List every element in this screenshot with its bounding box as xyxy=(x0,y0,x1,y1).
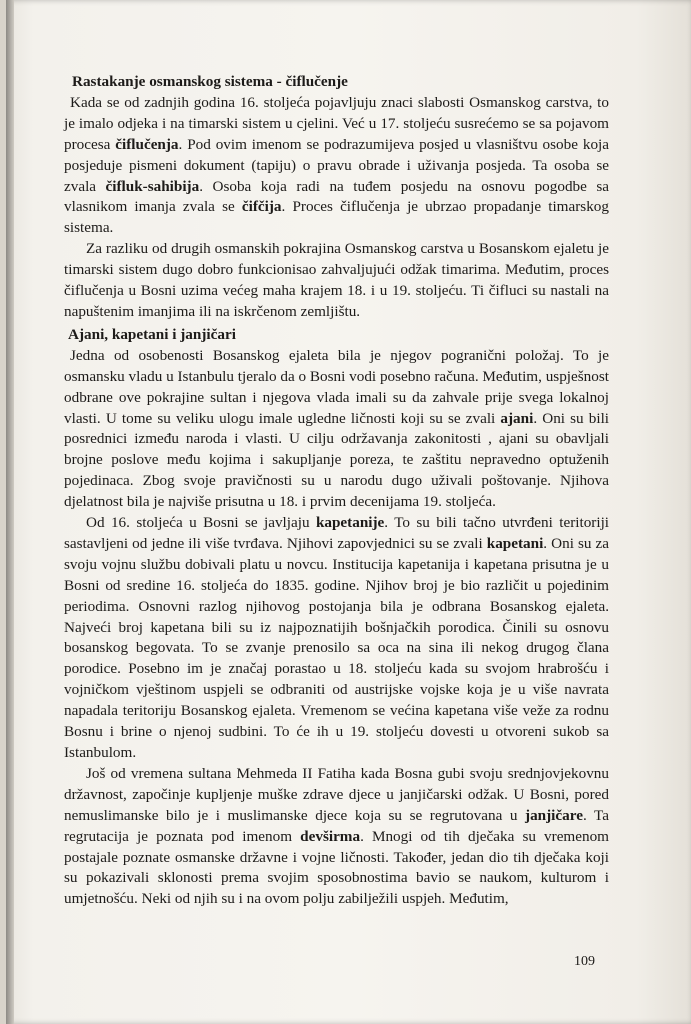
bold-term: kapetani xyxy=(486,534,544,552)
paragraph-5 xyxy=(64,764,609,910)
text-run: . Proces čiflučenja je ubrzao propadanje timarskog sistema. xyxy=(64,198,609,237)
text-run: Kada se od zadnjih godina 16. stoljeća pojavljuju znaci slabosti Osmanskog carstva, to je imalo odjeka i na timarski sistem u cjelini. Već u 17. stoljeću susrećemo se sa pojavom procesa xyxy=(64,93,609,153)
text-run: Od 16. stoljeća u Bosni se javljaju xyxy=(86,514,316,532)
text-run: . To su bili tačno utvrđeni teritoriji sastavljeni od jedne ili više tvrđava. Njihovi zapovjednici su se zvali xyxy=(64,514,610,552)
bold-term: kapetanije xyxy=(315,514,385,532)
text-run: Jedna od osobenosti Bosanskog ejaleta bila je njegov pogranični položaj. To je osmansku vladu u Istanbulu tjeralo da o Bosni vodi posebno računa. Međutim, uspješnost odbrane ove pokrajine sultan i njegova vlada imali su da zahvale prije svega lokalnoj vlasti. U tome su veliku ulogu imale ugledne ličnosti koji su se zvali xyxy=(64,346,609,427)
bold-term: devširma xyxy=(300,827,361,845)
paragraph-4 xyxy=(64,513,609,764)
text-run: . Mnogi od tih dječaka su vremenom postajale poznate osmanske državne i vojne ličnosti. Također, jedan dio tih dječaka koji su pokazivali sklonosti prema svojim sposobnostima bavio se naukom, kulturom i umjetnošću. Neki od njih su i na ovom polju zabilježili uspjeh. Međutim, xyxy=(64,827,609,908)
page-content xyxy=(64,72,609,910)
paragraph-3 xyxy=(64,346,609,513)
section-heading-ciflucenje: Rastakanje osmanskog sistema - čiflučenje xyxy=(72,73,348,90)
text-run: . Oni su bili posrednici između naroda i vlasti. U cilju održavanja zakonitosti , ajani su obavljali brojne poslove među kojima i sakupljanje poreza, te zaštitu nepravedno optuženih pojedinaca. Zbog svoje pravičnosti su u narodu dugo uživali poštovanje. Njihova djelatnost bila je najviše prisutna u 18. i prvim decenijama 19. stoljeća. xyxy=(64,409,610,511)
bold-term: čifluk-sahibija xyxy=(105,177,200,195)
text-run: . Oni su za svoju vojnu službu dobivali platu u novcu. Institucija kapetanija i kapetana prisutna je u Bosni od sredine 16. stoljeća do 1835. godine. Njihov broj je bio različit u pojedinim periodima. Osnovni razlog njihovog postojanja bila je odbrana Bosanskog ejaleta. Najveći broj kapetana bili su iz najpoznatijih bošnjačkih porodica. Činili su osnovu bosanskog begovata. To se zvanje prenosilo sa oca na sina ili nekog drugog člana porodice. Posebno im je značaj porastao u 18. stoljeću kada su svojom hrabrošću i vojničkom vještinom uspjeli se odbraniti od austrijske vojske koja je u više navrata napadala teritoriju Bosanskog ejaleta. Vremenom se većina kapetana više veže za rodnu Bosnu i brine o njenoj sudbini. To će ih u 19. stoljeću dovesti u otvoreni sukob sa Istanbulom. xyxy=(64,534,609,761)
text-run: Još od vremena sultana Mehmeda II Fatiha kada Bosna gubi svoju srednjovjekovnu državnost, započinje kupljenje muške zdrave djece u janjičarski odžak. U Bosni, pored nemuslimanske bilo je i muslimanske djece koja su se regrutovana u xyxy=(64,764,609,824)
bold-term: čiflučenja xyxy=(115,135,179,153)
bold-term: janjičare xyxy=(525,806,583,824)
paragraph-1 xyxy=(64,93,609,239)
text-run: . Osoba koja radi na tuđem posjedu na osnovu pogodbe sa vlasnikom imanja zvala se xyxy=(64,177,609,216)
text-run: . Ta regrutacija je poznata pod imenom xyxy=(64,806,609,845)
page-number: 109 xyxy=(574,954,595,969)
page-binding-edge xyxy=(6,0,14,1024)
bold-term: čifčija xyxy=(241,198,282,216)
section-heading-ajani: Ajani, kapetani i janjičari xyxy=(68,325,236,343)
bold-term: ajani xyxy=(500,409,534,427)
book-page xyxy=(6,0,691,1024)
paragraph-2: Za razliku od drugih osmanskih pokrajina Osmanskog carstva u Bosanskom ejaletu je timarski sistem dugo dobro funkcionisao zahvaljujući odžak timarima. Međutim, proces čiflučenja u Bosni uzima većeg maha krajem 18. i u 19. stoljeću. Ti čifluci su nastali na napuštenim imanjima ili na iskrčenom zemljištu. xyxy=(64,240,609,320)
text-run: . Pod ovim imenom se podrazumijeva posjed u vlasništvu osobe koja posjeduje pismeni dokument (tapiju) o pravu obrade i uživanja posjeda. Ta osoba se zvala xyxy=(64,135,609,195)
